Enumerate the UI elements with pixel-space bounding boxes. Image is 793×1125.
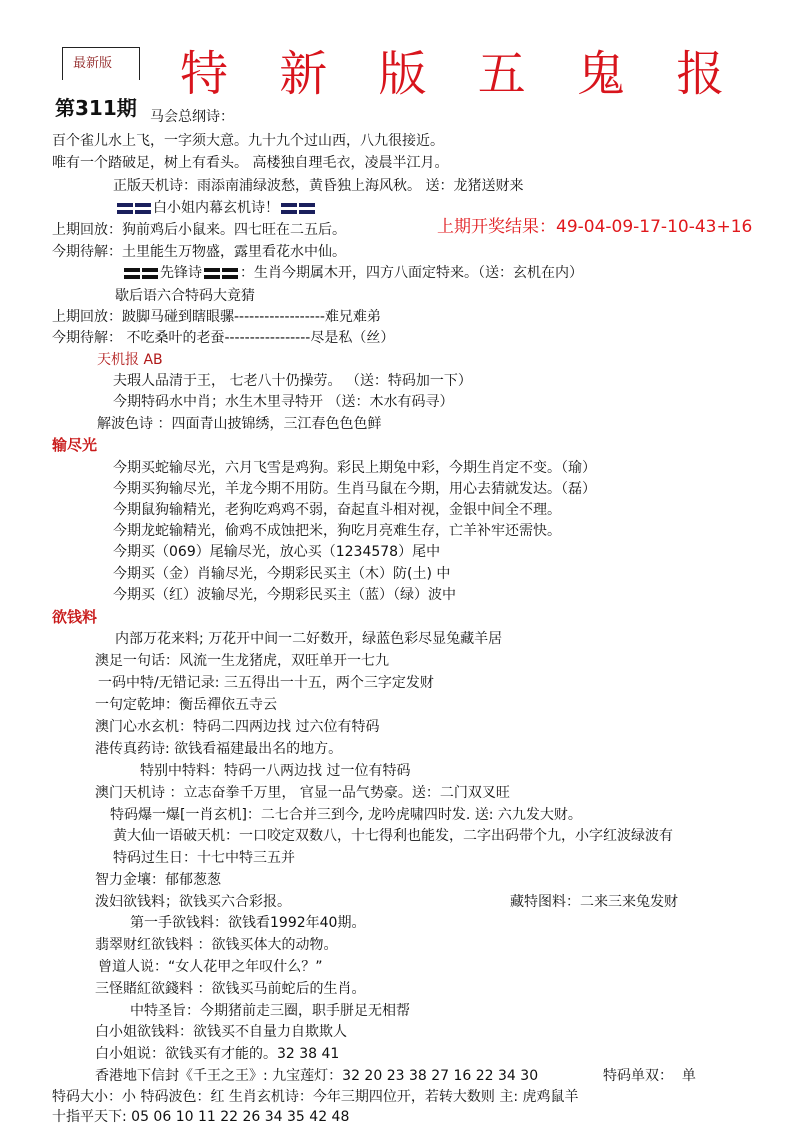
list-item: 白小姐说：欲钱买有才能的。32 38 41 — [95, 1046, 340, 1062]
tianjibao-line-1: 夫瑕人品清于王， 七老八十仍操劳。 （送：特码加一下） — [113, 373, 472, 389]
list-item: 特码过生日：十七中特三五并 — [113, 850, 295, 866]
list-item: 曾道人说：“女人花甲之年叹什么？” — [98, 959, 323, 975]
list-item: 特别中特料：特码一八两边找 过一位有特码 — [140, 763, 411, 779]
last-result-numbers: 49-04-09-17-10-43+16 — [556, 217, 753, 237]
list-item: 第一手欲钱料：欲钱看1992年40期。 — [130, 915, 366, 931]
tianjibao-line-2: 今期特码水中肖；水生木里寻特开 （送：木水有码寻） — [113, 394, 454, 410]
list-item: 今期买（金）肖输尽光，今期彩民买主（木）防(土) 中 — [113, 566, 451, 582]
last-result — [437, 219, 752, 236]
xianggang-line: 香港地下信封《千王之王》: 九宝莲灯：32 20 23 38 27 16 22 34 30 — [95, 1068, 539, 1084]
cangte-item: 藏特图料：二来三来兔发财 — [510, 894, 678, 910]
list-item: 港传真药诗: 欲钱看福建最出名的地方。 — [95, 741, 343, 757]
list-item: 一码中特/无错记录: 三五得出一十五，两个三字定发财 — [98, 675, 434, 691]
list-item: 一句定乾坤：衡岳禪依五寺云 — [95, 697, 277, 713]
list-item: 今期买（红）波输尽光，今期彩民买主（蓝）（绿）波中 — [113, 587, 456, 603]
danshuang-value: 单 — [681, 1068, 696, 1084]
xianfeng-title: 先锋诗 — [160, 265, 202, 281]
list-item: 澳足一句话：风流一生龙猪虎，双旺单开一七九 — [95, 653, 389, 669]
tianjibao-title: 天机报 AB — [97, 352, 163, 368]
page-title: 特 新 版 五 鬼 报 — [180, 46, 743, 102]
xiehouyu-current: 今期待解： 不吃桑叶的老蚕-----------------尽是私（丝） — [52, 330, 395, 346]
xiehouyu-title: 歇后语六合特码大竟猜 — [115, 288, 255, 304]
list-item: 特码爆一爆[一肖玄机]：二七合并三到今, 龙吟虎啸四时发. 送: 六九发大财。 — [110, 807, 582, 823]
bar-decoration-icon — [117, 203, 151, 214]
list-item: 三怪賭紅欲錢料 ：欲钱买马前蛇后的生肖。 — [95, 981, 366, 997]
list-item: 今期买蛇输尽光，六月飞雪是鸡狗。彩民上期兔中彩，今期生肖定不变。（瑜） — [113, 460, 596, 476]
summary-line: 特码大小：小 特码波色：红 生肖玄机诗：今年三期四位开，若转大数则 主: 虎鸡鼠羊 — [52, 1089, 579, 1105]
xianfeng-poem — [122, 266, 583, 280]
list-item: 白小姐欲钱料：欲钱买不自量力自欺欺人 — [95, 1024, 347, 1040]
last-review: 上期回放：狗前鸡后小鼠来。四七旺在二五后。 — [52, 222, 346, 238]
issue-number: 第311期 — [55, 96, 137, 120]
danshuang-label: 特码单双： — [603, 1068, 673, 1084]
list-item: 智力金壤：郁郁葱葱 — [95, 872, 221, 888]
list-item: 今期鼠狗输精光，老狗吃鸡鸡不弱，奋起直斗相对视，金银中间全不理。 — [113, 502, 561, 518]
list-item: 澳门天机诗 ：立志奋拳千万里， 官显一品气势豪。送：二门双叉旺 — [95, 785, 510, 801]
list-item: 内部万花来料; 万花开中间一二好数开，绿蓝色彩尽显兔藏羊居 — [115, 631, 503, 647]
bai-poem-heading — [115, 201, 317, 215]
section-heading-yuqianliao: 欲钱料 — [52, 608, 98, 626]
xiehouyu-last: 上期回放：跛脚马碰到瞎眼骡------------------难兄难弟 — [52, 309, 381, 325]
bar-decoration-icon — [204, 268, 238, 279]
list-item: 翡翠财红欲钱料 ：欲钱买体大的动物。 — [95, 937, 338, 953]
list-item: 泼妇欲钱料；欲钱买六合彩报。 — [95, 894, 291, 910]
last-result-label: 上期开奖结果： — [437, 217, 556, 237]
bar-decoration-icon — [124, 268, 158, 279]
list-item: 今期买狗输尽光，羊龙今期不用防。生肖马鼠在今期，用心去猜就发达。（磊） — [113, 481, 596, 497]
bai-poem-title: 白小姐内幕玄机诗！ — [153, 200, 279, 216]
list-item: 今期买（069）尾输尽光，放心买（1234578）尾中 — [113, 544, 441, 560]
danshuang — [603, 1069, 696, 1083]
intro-label: 马会总纲诗： — [150, 109, 234, 125]
list-item: 澳门心水玄机：特码二四两边找 过六位有特码 — [95, 719, 380, 735]
poem-line-2: 唯有一个踏破足，树上有看头。 高楼独自理毛衣，凌晨半江月。 — [52, 155, 449, 171]
list-item: 今期龙蛇输精光，偷鸡不成蚀把米，狗吃月亮难生存，亡羊补牢还需快。 — [113, 523, 561, 539]
edition-badge-label: 最新版 — [73, 56, 113, 71]
section-heading-shujinguang: 输尽光 — [52, 436, 98, 454]
xianfeng-text: ：生肖今期属木开，四方八面定特来。（送：玄机在内） — [240, 265, 583, 281]
ten-fingers-line: 十指平天下: 05 06 10 11 22 26 34 35 42 48 — [52, 1109, 350, 1125]
list-item: 中特圣旨：今期猪前走三圈，职手胼足无相帮 — [130, 1003, 410, 1019]
list-item: 黄大仙一语破天机：一口咬定双数八，十七得利也能发，二字出码带个九，小字红波绿波有 — [113, 828, 673, 844]
poem-line-1: 百个雀儿水上飞，一字须大意。九十九个过山西，八九很接近。 — [52, 133, 444, 149]
current-riddle: 今期待解：土里能生万物盛，露里看花水中仙。 — [52, 244, 346, 260]
edition-badge — [62, 47, 140, 80]
tianji-poem: 正版天机诗：雨添南浦绿波愁，黄昏独上海风秋。 送：龙猪送财来 — [113, 178, 524, 194]
bar-decoration-icon — [281, 203, 315, 214]
tianjibao-line-3: 解波色诗 ：四面青山披锦绣，三江春色色色鲜 — [97, 416, 382, 432]
